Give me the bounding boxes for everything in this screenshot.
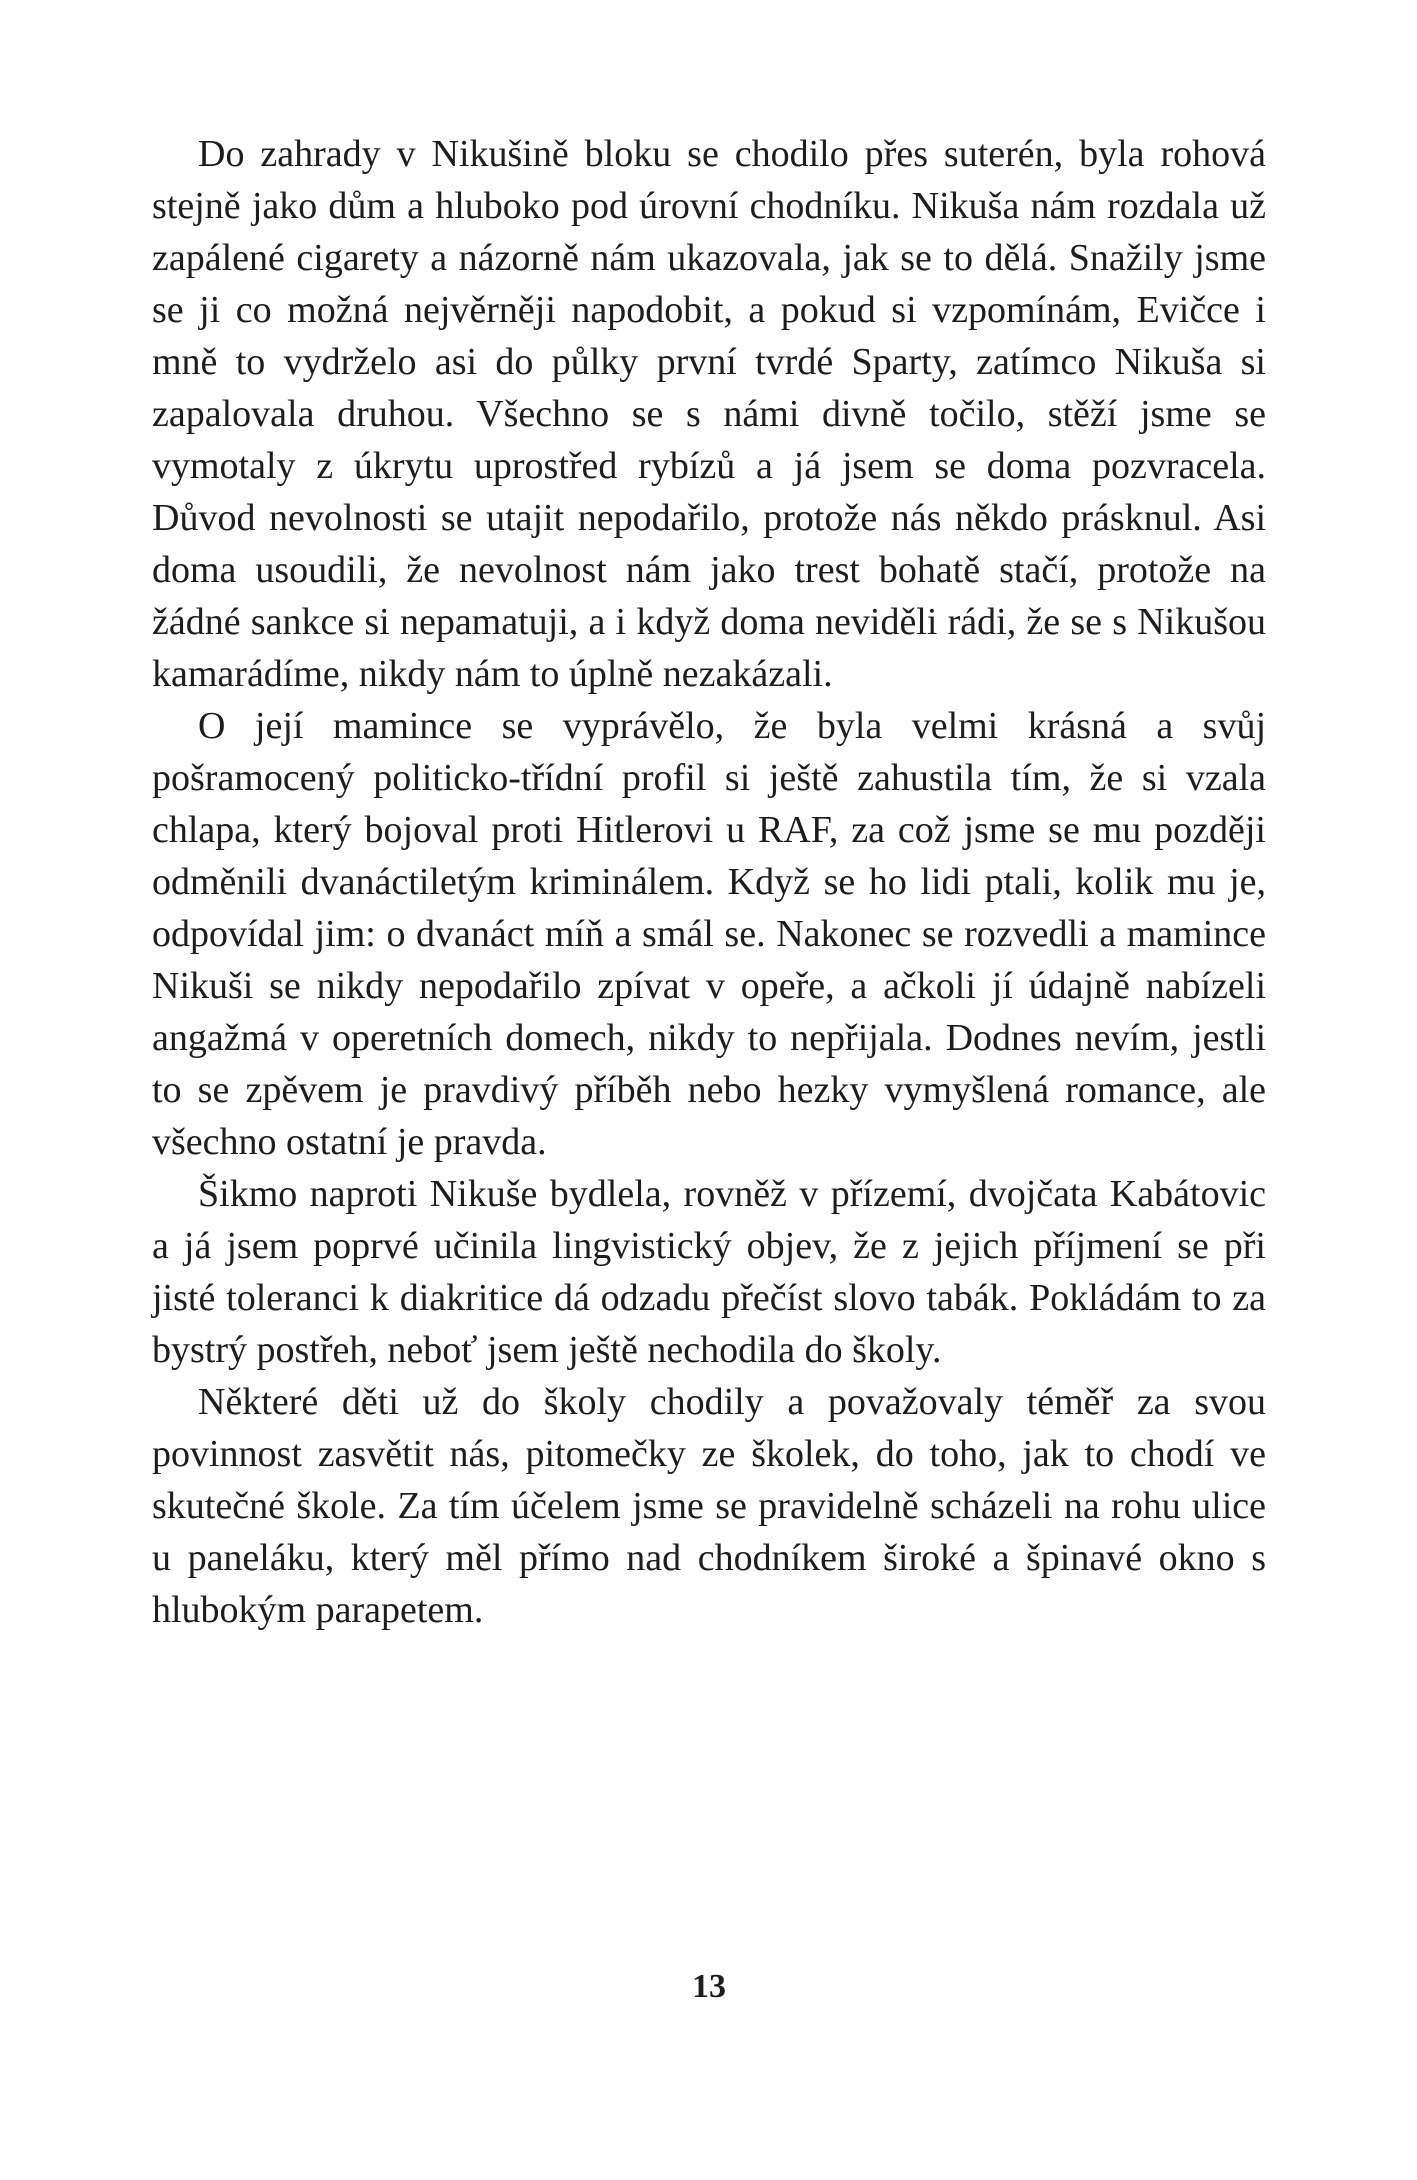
paragraph: Šikmo naproti Nikuše bydlela, rovněž v přízemí, dvojčata Kabátovic a já jsem poprvé učinila lingvistický objev, že z jejich příjmení se při jisté toleranci k diakritice dá odzadu přečíst slovo tabák. Pokládám to za bystrý postřeh, neboť jsem ještě nechodila do školy.	[152, 1173, 1266, 1371]
paragraph: O její mamince se vyprávělo, že byla velmi krásná a svůj pošramocený politicko-třídní profil si ještě zahustila tím, že si vzala chlapa, který bojoval proti Hitlerovi u RAF, za což jsme se mu později odměnili dvanáctiletým kriminálem. Když se ho lidi ptali, kolik mu je, odpovídal jim: o dvanáct míň a smál se. Nakonec se rozvedli a mamince Nikuši se nikdy nepodařilo zpívat v opeře, a ačkoli jí údajně nabízeli angažmá v operetních domech, nikdy to nepřijala. Dodnes nevím, jestli to se zpěvem je pravdivý příběh nebo hezky vymyšlená romance, ale všechno ostatní je pravda.	[152, 705, 1266, 1163]
paragraph: Některé děti už do školy chodily a považovaly téměř za svou povinnost zasvětit nás, pitomečky ze školek, do toho, jak to chodí ve skutečné škole. Za tím účelem jsme se pravidelně scházeli na rohu ulice u paneláku, který měl přímo nad chodníkem široké a špinavé okno s hlubokým parapetem.	[152, 1381, 1266, 1631]
paragraph: Do zahrady v Nikušině bloku se chodilo přes suterén, byla rohová stejně jako dům a hluboko pod úrovní chodníku. Nikuša nám rozdala už zapálené cigarety a názorně nám ukazovala, jak se to dělá. Snažily jsme se ji co možná nejvěrněji napodobit, a pokud si vzpomínám, Evičce i mně to vydrželo asi do půlky první tvrdé Sparty, zatímco Nikuša si zapalovala druhou. Všechno se s námi divně točilo, stěží jsme se vymotaly z úkrytu uprostřed rybízů a já jsem se doma pozvracela. Důvod nevolnosti se utajit nepodařilo, protože nás někdo prásknul. Asi doma usoudili, že nevolnost nám jako trest bohatě stačí, protože na žádné sankce si nepamatuji, a i když doma neviděli rádi, že se s Nikušou kamarádíme, nikdy nám to úplně nezakázali.	[152, 133, 1266, 695]
page-number: 13	[692, 1968, 726, 2005]
body-text	[152, 128, 1266, 1636]
